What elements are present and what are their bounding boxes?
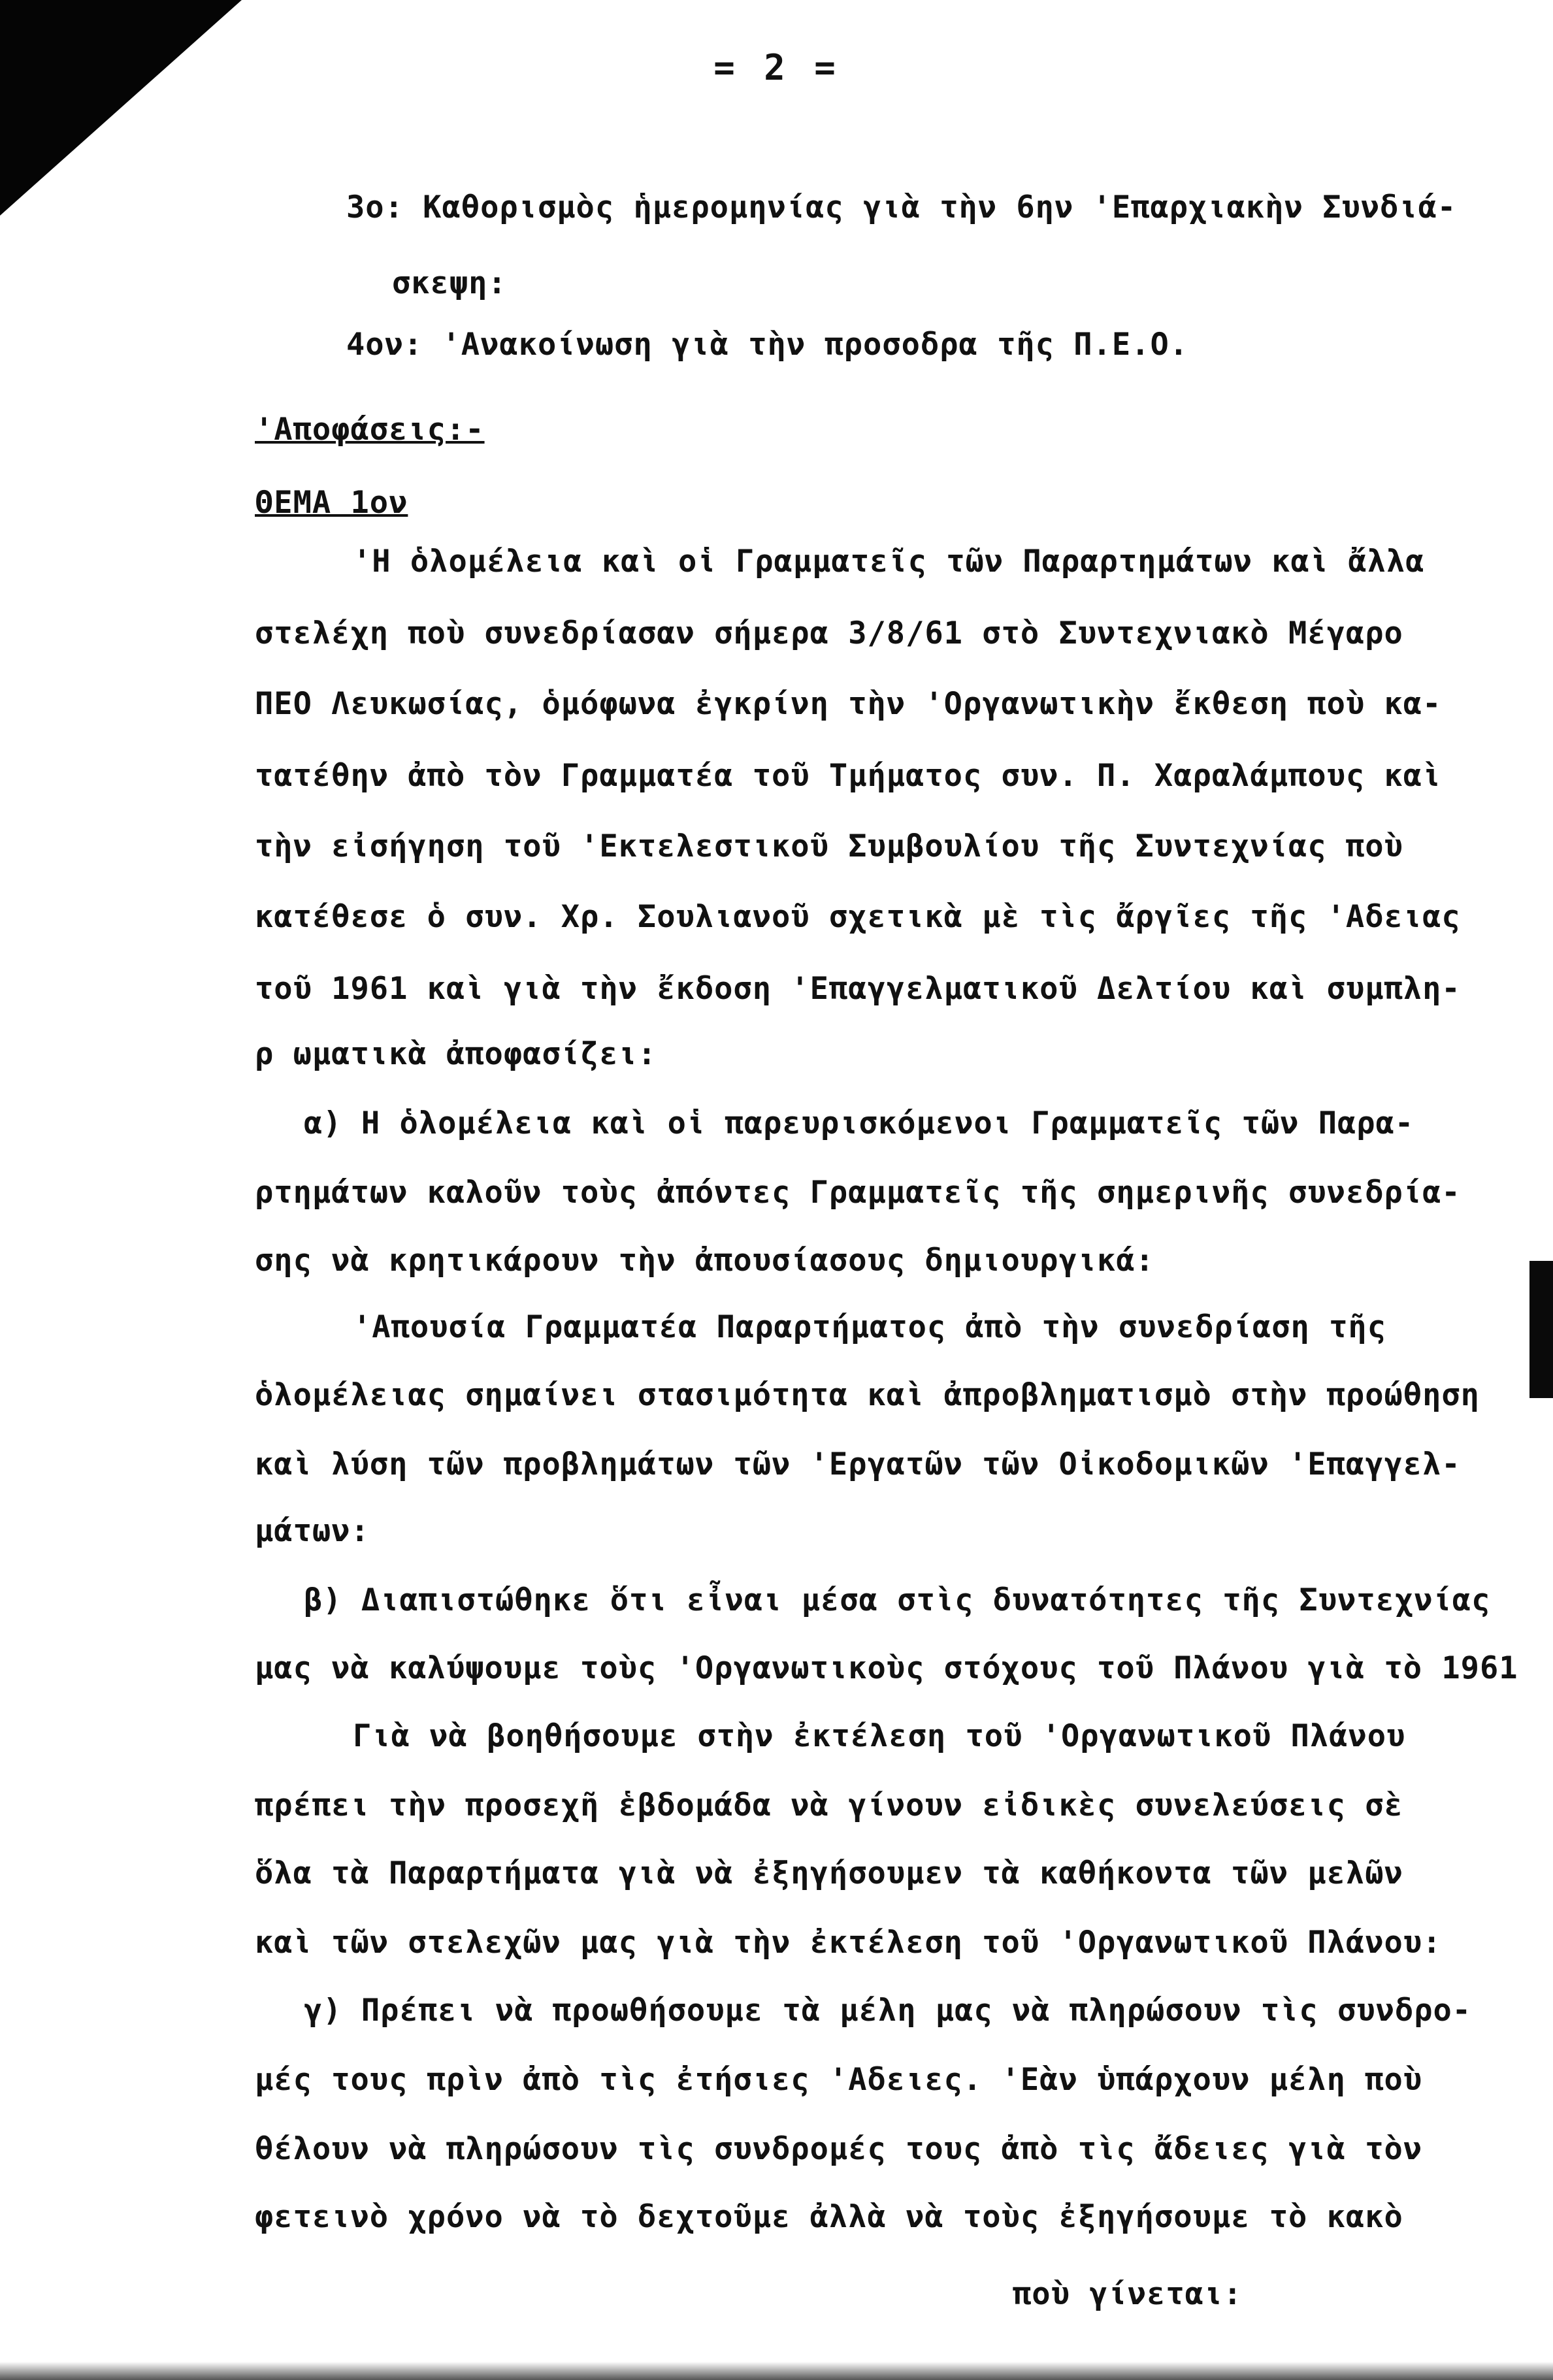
agenda-item-3-line-2: σκεψη:: [392, 265, 507, 301]
body-line: καὶ λύση τῶν προβλημάτων τῶν 'Εργατῶν τῶν Οἰκοδομικῶν 'Επαγγελ-: [255, 1446, 1461, 1482]
body-line-last: ποὺ γίνεται:: [1013, 2276, 1243, 2312]
body-line: 'Απουσία Γραμματέα Παραρτήματος ἀπὸ τὴν συνεδρίαση τῆς: [353, 1309, 1387, 1345]
point-a: α) Η ὁλομέλεια καὶ οἱ παρευρισκόμενοι Γραμματεῖς τῶν Παρα-: [304, 1105, 1414, 1141]
body-line: ΠΕΟ Λευκωσίας, ὁμόφωνα ἐγκρίνη τὴν 'Οργανωτικὴν ἔκθεση ποὺ κα-: [255, 686, 1442, 722]
agenda-item-4: 4ον: 'Ανακοίνωση γιὰ τὴν προσοδρα τῆς Π.Ε.Ο.: [346, 327, 1189, 363]
body-line: στελέχη ποὺ συνεδρίασαν σήμερα 3/8/61 στὸ Συντεχνιακὸ Μέγαρο: [255, 615, 1403, 651]
body-line: κατέθεσε ὁ συν. Χρ. Σουλιανοῦ σχετικὰ μὲ τὶς ἄργῖες τῆς 'Αδειας: [255, 899, 1461, 935]
body-line: ρ ωματικὰ ἀποφασίζει:: [255, 1036, 657, 1072]
body-line: Γιὰ νὰ βοηθήσουμε στὴν ἐκτέλεση τοῦ 'Οργανωτικοῦ Πλάνου: [353, 1718, 1406, 1754]
topic-heading: ΘΕΜΑ 1ον: [255, 485, 408, 521]
body-line: ρτημάτων καλοῦν τοὺς ἀπόντες Γραμματεῖς τῆς σημερινῆς συνεδρία-: [255, 1175, 1461, 1211]
body-line: τὴν εἰσήγηση τοῦ 'Εκτελεστικοῦ Συμβουλίου τῆς Συντεχνίας ποὺ: [255, 828, 1403, 864]
body-line: ὅλα τὰ Παραρτήματα γιὰ νὰ ἐξηγήσουμεν τὰ καθήκοντα τῶν μελῶν: [255, 1855, 1403, 1891]
decisions-heading: 'Αποφάσεις:-: [255, 412, 485, 448]
agenda-item-3-line-1: 3ο: Καθορισμὸς ἡμερομηνίας γιὰ τὴν 6ην 'Επαρχιακὴν Συνδιά-: [346, 189, 1457, 225]
body-line: μάτων:: [255, 1513, 370, 1549]
body-line: πρέπει τὴν προσεχῆ ἑβδομάδα νὰ γίνουν εἰδικὲς συνελεύσεις σὲ: [255, 1787, 1403, 1823]
body-line: 'Η ὁλομέλεια καὶ οἱ Γραμματεῖς τῶν Παραρτημάτων καὶ ἄλλα: [353, 544, 1425, 579]
body-line: τοῦ 1961 καὶ γιὰ τὴν ἔκδοση 'Επαγγελματικοῦ Δελτίου καὶ συμπλη-: [255, 971, 1461, 1007]
body-line: σης νὰ κρητικάρουν τὴν ἀπουσίασους δημιουργικά:: [255, 1243, 1154, 1279]
body-line: τατέθην ἀπὸ τὸν Γραμματέα τοῦ Τμήματος συν. Π. Χαραλάμπους καὶ: [255, 758, 1442, 794]
body-line: καὶ τῶν στελεχῶν μας γιὰ τὴν ἐκτέλεση τοῦ 'Οργανωτικοῦ Πλάνου:: [255, 1925, 1442, 1961]
body-line: μές τους πρὶν ἀπὸ τὶς ἐτήσιες 'Αδειες. 'Εὰν ὑπάρχουν μέλη ποὺ: [255, 2062, 1423, 2098]
body-line: μας νὰ καλύψουμε τοὺς 'Οργανωτικοὺς στόχους τοῦ Πλάνου γιὰ τὸ 1961: [255, 1650, 1518, 1686]
point-c: γ) Πρέπει νὰ προωθήσουμε τὰ μέλη μας νὰ πληρώσουν τὶς συνδρο-: [304, 1993, 1472, 2029]
body-line: φετεινὸ χρόνο νὰ τὸ δεχτοῦμε ἀλλὰ νὰ τοὺς ἐξηγήσουμε τὸ κακὸ: [255, 2199, 1403, 2235]
body-line: θέλουν νὰ πληρώσουν τὶς συνδρομές τους ἀπὸ τὶς ἄδειες γιὰ τὸν: [255, 2131, 1423, 2167]
page-number: = 2 =: [713, 47, 840, 88]
point-b: β) Διαπιστώθηκε ὅτι εἶναι μέσα στὶς δυνατότητες τῆς Συντεχνίας: [304, 1582, 1491, 1618]
body-line: ὁλομέλειας σημαίνει στασιμότητα καὶ ἀπροβληματισμὸ στὴν προώθηση: [255, 1377, 1480, 1413]
